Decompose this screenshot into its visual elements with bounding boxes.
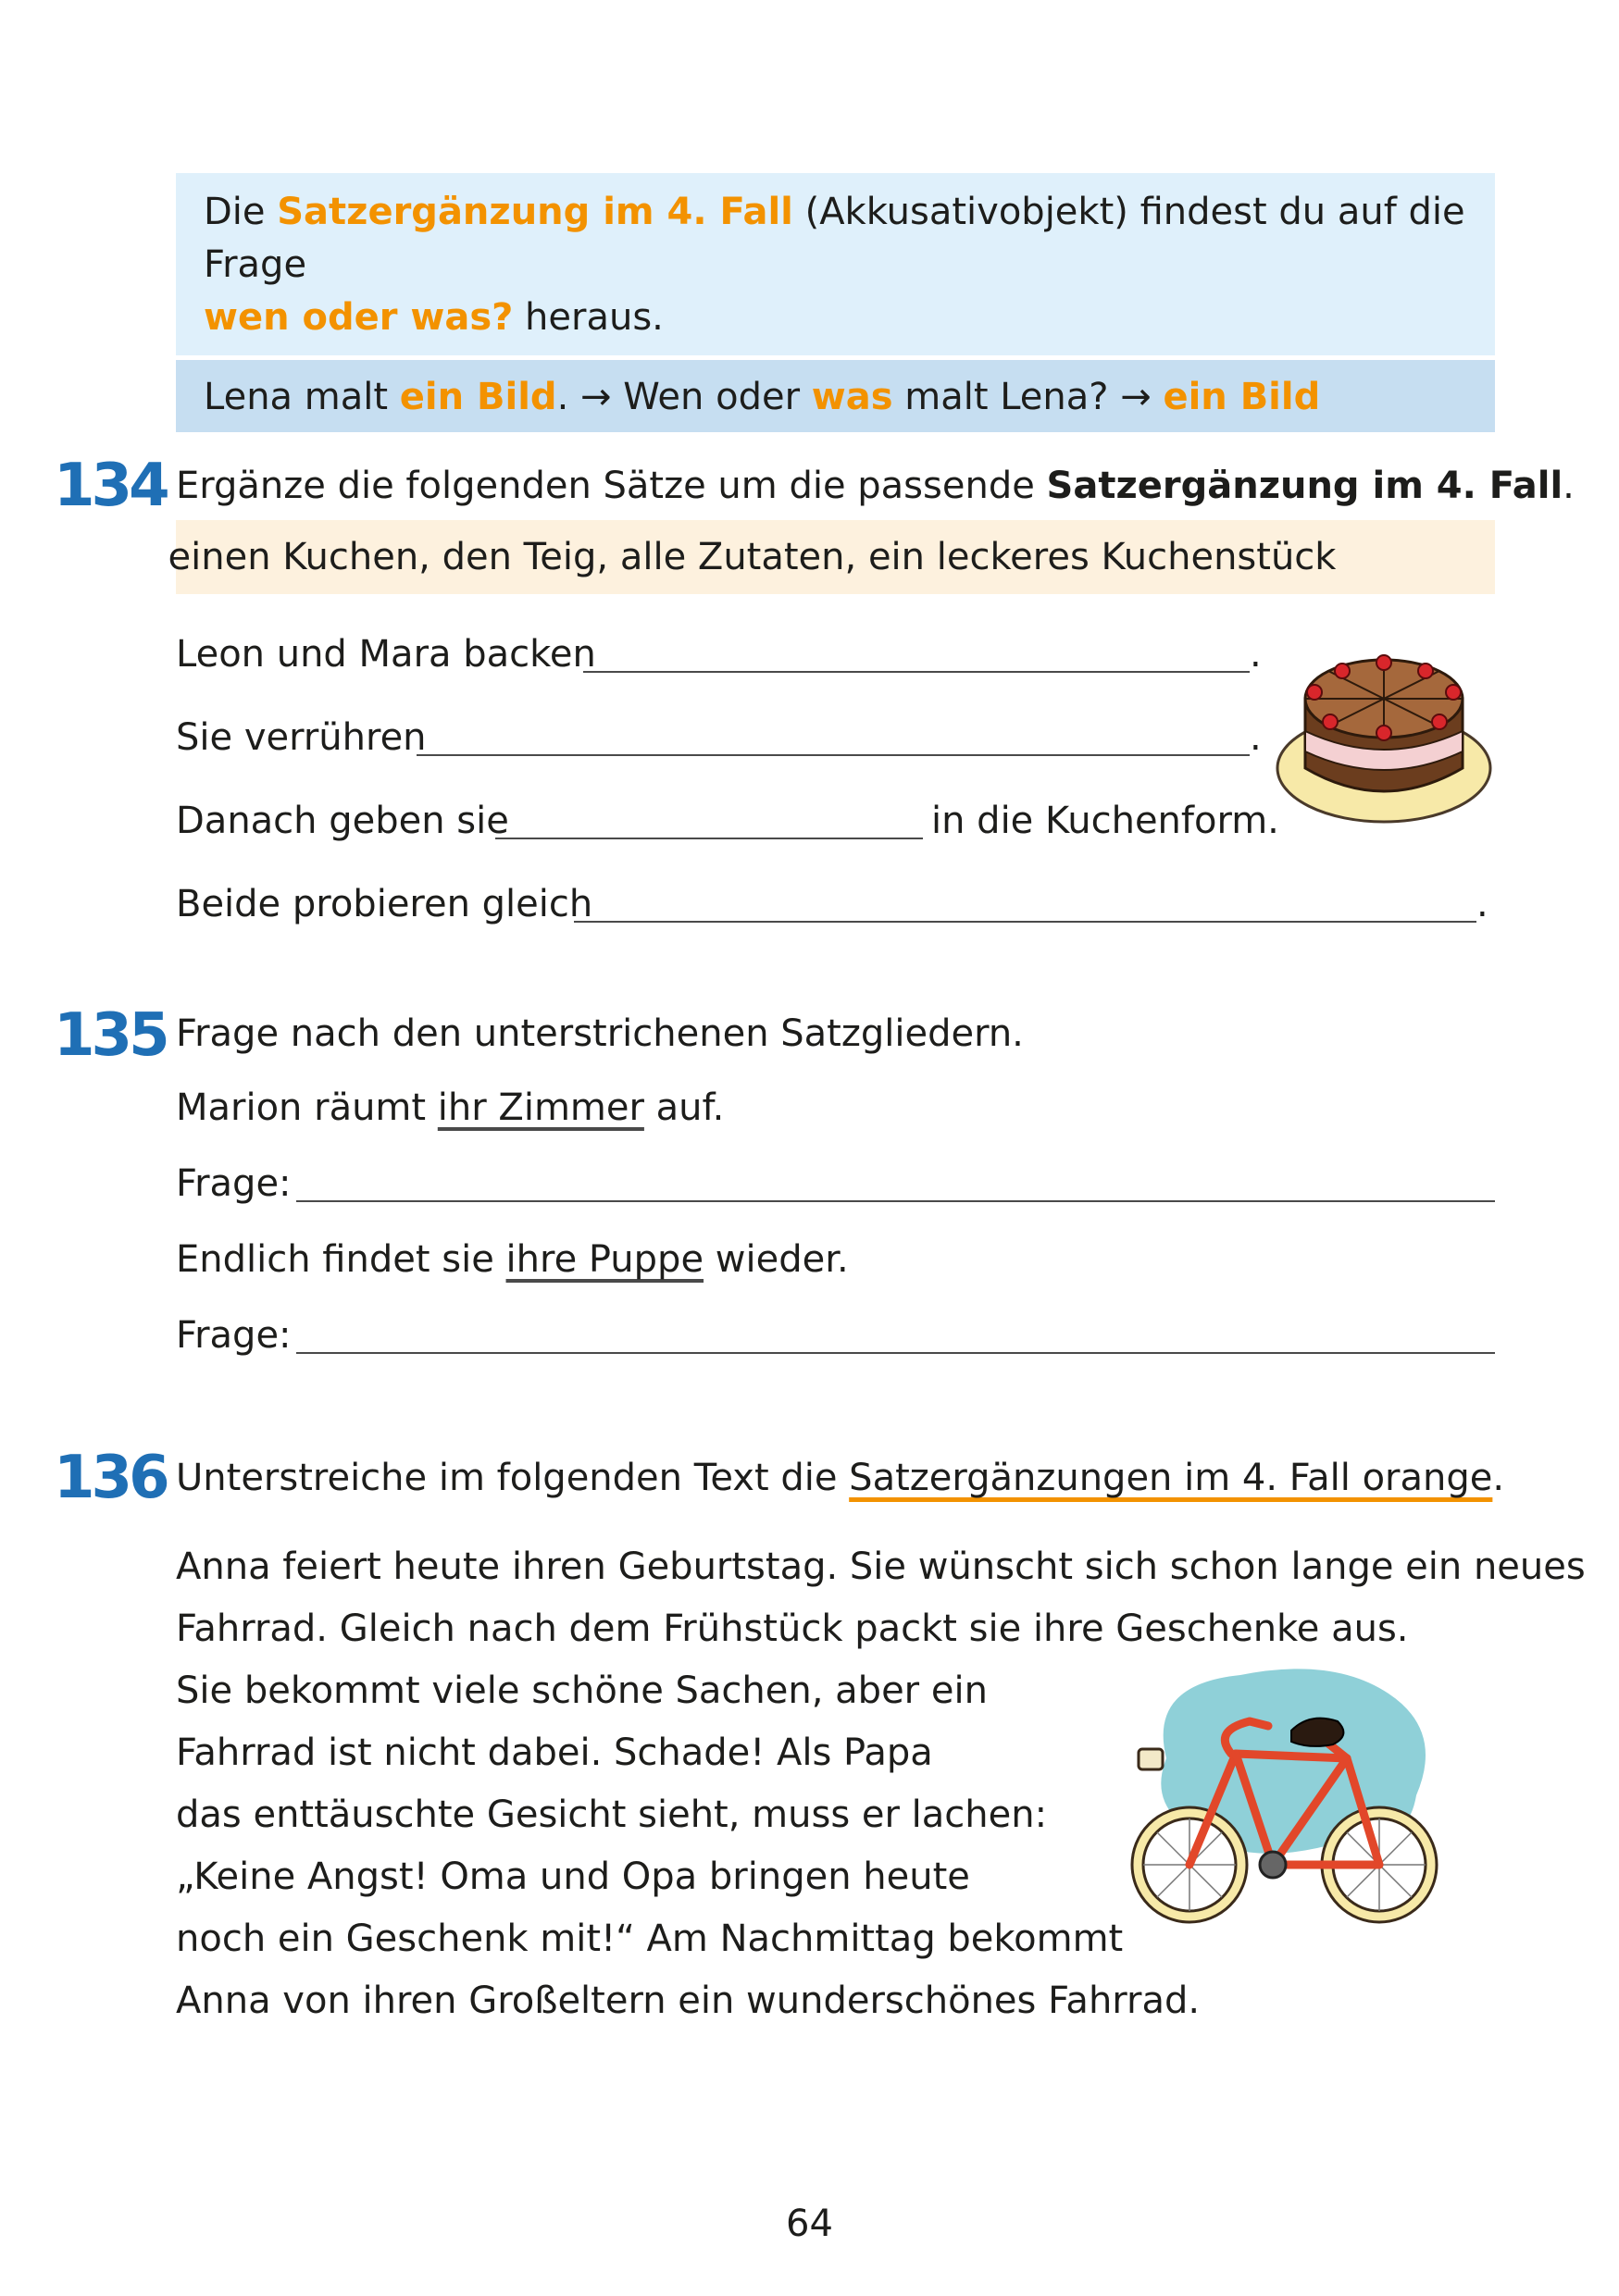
task-number-136: 136 xyxy=(54,1444,167,1512)
answer-line-2[interactable] xyxy=(417,754,1250,756)
story-line: Fahrrad ist nicht dabei. Schade! Als Papa xyxy=(176,1731,933,1774)
word-bank xyxy=(168,520,1495,594)
sentence-part: auf. xyxy=(643,1086,725,1129)
instruction-part: . xyxy=(1563,465,1575,507)
sentence-part: Endlich findet sie xyxy=(176,1238,506,1281)
answer-line-3[interactable] xyxy=(495,838,923,839)
example-highlight: ein Bild xyxy=(399,376,557,418)
example-part: . → Wen oder xyxy=(556,376,812,418)
story-line: das enttäuschte Gesicht sieht, muss er lachen: xyxy=(176,1793,1048,1836)
story-line: „Keine Angst! Oma und Opa bringen heute xyxy=(176,1855,970,1898)
example-part: malt Lena? → xyxy=(892,376,1164,418)
underlined-phrase: ihre Puppe xyxy=(505,1238,704,1281)
story-line: Sie bekommt viele schöne Sachen, aber ein xyxy=(176,1669,988,1712)
task-number-134: 134 xyxy=(54,452,167,520)
instruction-part: . xyxy=(1492,1457,1505,1499)
sentence-4: Beide probieren gleich xyxy=(176,883,593,925)
rule-text-part: (Akkusativobjekt) findest du auf die Frage xyxy=(204,191,1465,286)
rule-text xyxy=(176,173,1495,355)
answer-line-4[interactable] xyxy=(574,921,1476,923)
rule-question: wen oder was? xyxy=(204,296,514,339)
bicycle-illustration xyxy=(1111,1657,1453,1943)
sentence-1: Leon und Mara backen xyxy=(176,633,596,676)
page-number: 64 xyxy=(786,2203,833,2245)
sentence-part: wieder. xyxy=(704,1238,849,1281)
sentence-3-end: in die Kuchenform. xyxy=(931,800,1279,842)
instruction-underlined: Satzergänzungen im 4. Fall orange xyxy=(849,1457,1493,1499)
story-line: Anna feiert heute ihren Geburtstag. Sie wünscht sich schon lange ein neues xyxy=(176,1545,1586,1588)
rule-text-part: heraus. xyxy=(513,296,664,339)
sentence-3-start: Danach geben sie xyxy=(176,800,509,842)
period: . xyxy=(1250,633,1262,676)
story-line: noch ein Geschenk mit!“ Am Nachmittag bekommt xyxy=(176,1917,1124,1960)
underlined-phrase: ihr Zimmer xyxy=(437,1086,644,1129)
instruction-term: Satzergänzung im 4. Fall xyxy=(1046,465,1563,507)
task-135-sentence-2 xyxy=(176,1236,849,1283)
rule-term: Satzergänzung im 4. Fall xyxy=(277,191,793,233)
instruction-part: Ergänze die folgenden Sätze um die passende xyxy=(176,465,1047,507)
instruction-part: Unterstreiche im folgenden Text die xyxy=(176,1457,850,1499)
sentence-2: Sie verrühren xyxy=(176,716,427,759)
task-135-instruction: Frage nach den unterstrichenen Satzgliedern. xyxy=(176,1012,1024,1055)
task-135-sentence-1 xyxy=(176,1085,724,1131)
example-highlight: was xyxy=(811,376,893,418)
word-bank-text: einen Kuchen, den Teig, alle Zutaten, ein leckeres Kuchenstück xyxy=(168,536,1337,578)
task-number-135: 135 xyxy=(54,1001,167,1070)
sentence-part: Marion räumt xyxy=(176,1086,438,1129)
story-line: Anna von ihren Großeltern ein wunderschönes Fahrrad. xyxy=(176,1980,1201,2022)
example-part: Lena malt xyxy=(204,376,400,418)
example-highlight: ein Bild xyxy=(1163,376,1321,418)
frage-label-1: Frage: xyxy=(176,1162,292,1205)
period: . xyxy=(1250,716,1262,759)
rule-text-part: Die xyxy=(204,191,278,233)
frage-answer-line-2[interactable] xyxy=(296,1352,1495,1354)
task-136-instruction xyxy=(176,1455,1504,1501)
period: . xyxy=(1476,883,1488,925)
frage-label-2: Frage: xyxy=(176,1314,292,1357)
cake-illustration xyxy=(1273,629,1495,851)
task-134-instruction xyxy=(176,463,1575,509)
story-line: Fahrrad. Gleich nach dem Frühstück packt sie ihre Geschenke aus. xyxy=(176,1607,1409,1650)
answer-line-1[interactable] xyxy=(583,671,1250,673)
rule-example xyxy=(176,360,1495,432)
rule-box xyxy=(176,173,1495,432)
frage-answer-line-1[interactable] xyxy=(296,1200,1495,1202)
